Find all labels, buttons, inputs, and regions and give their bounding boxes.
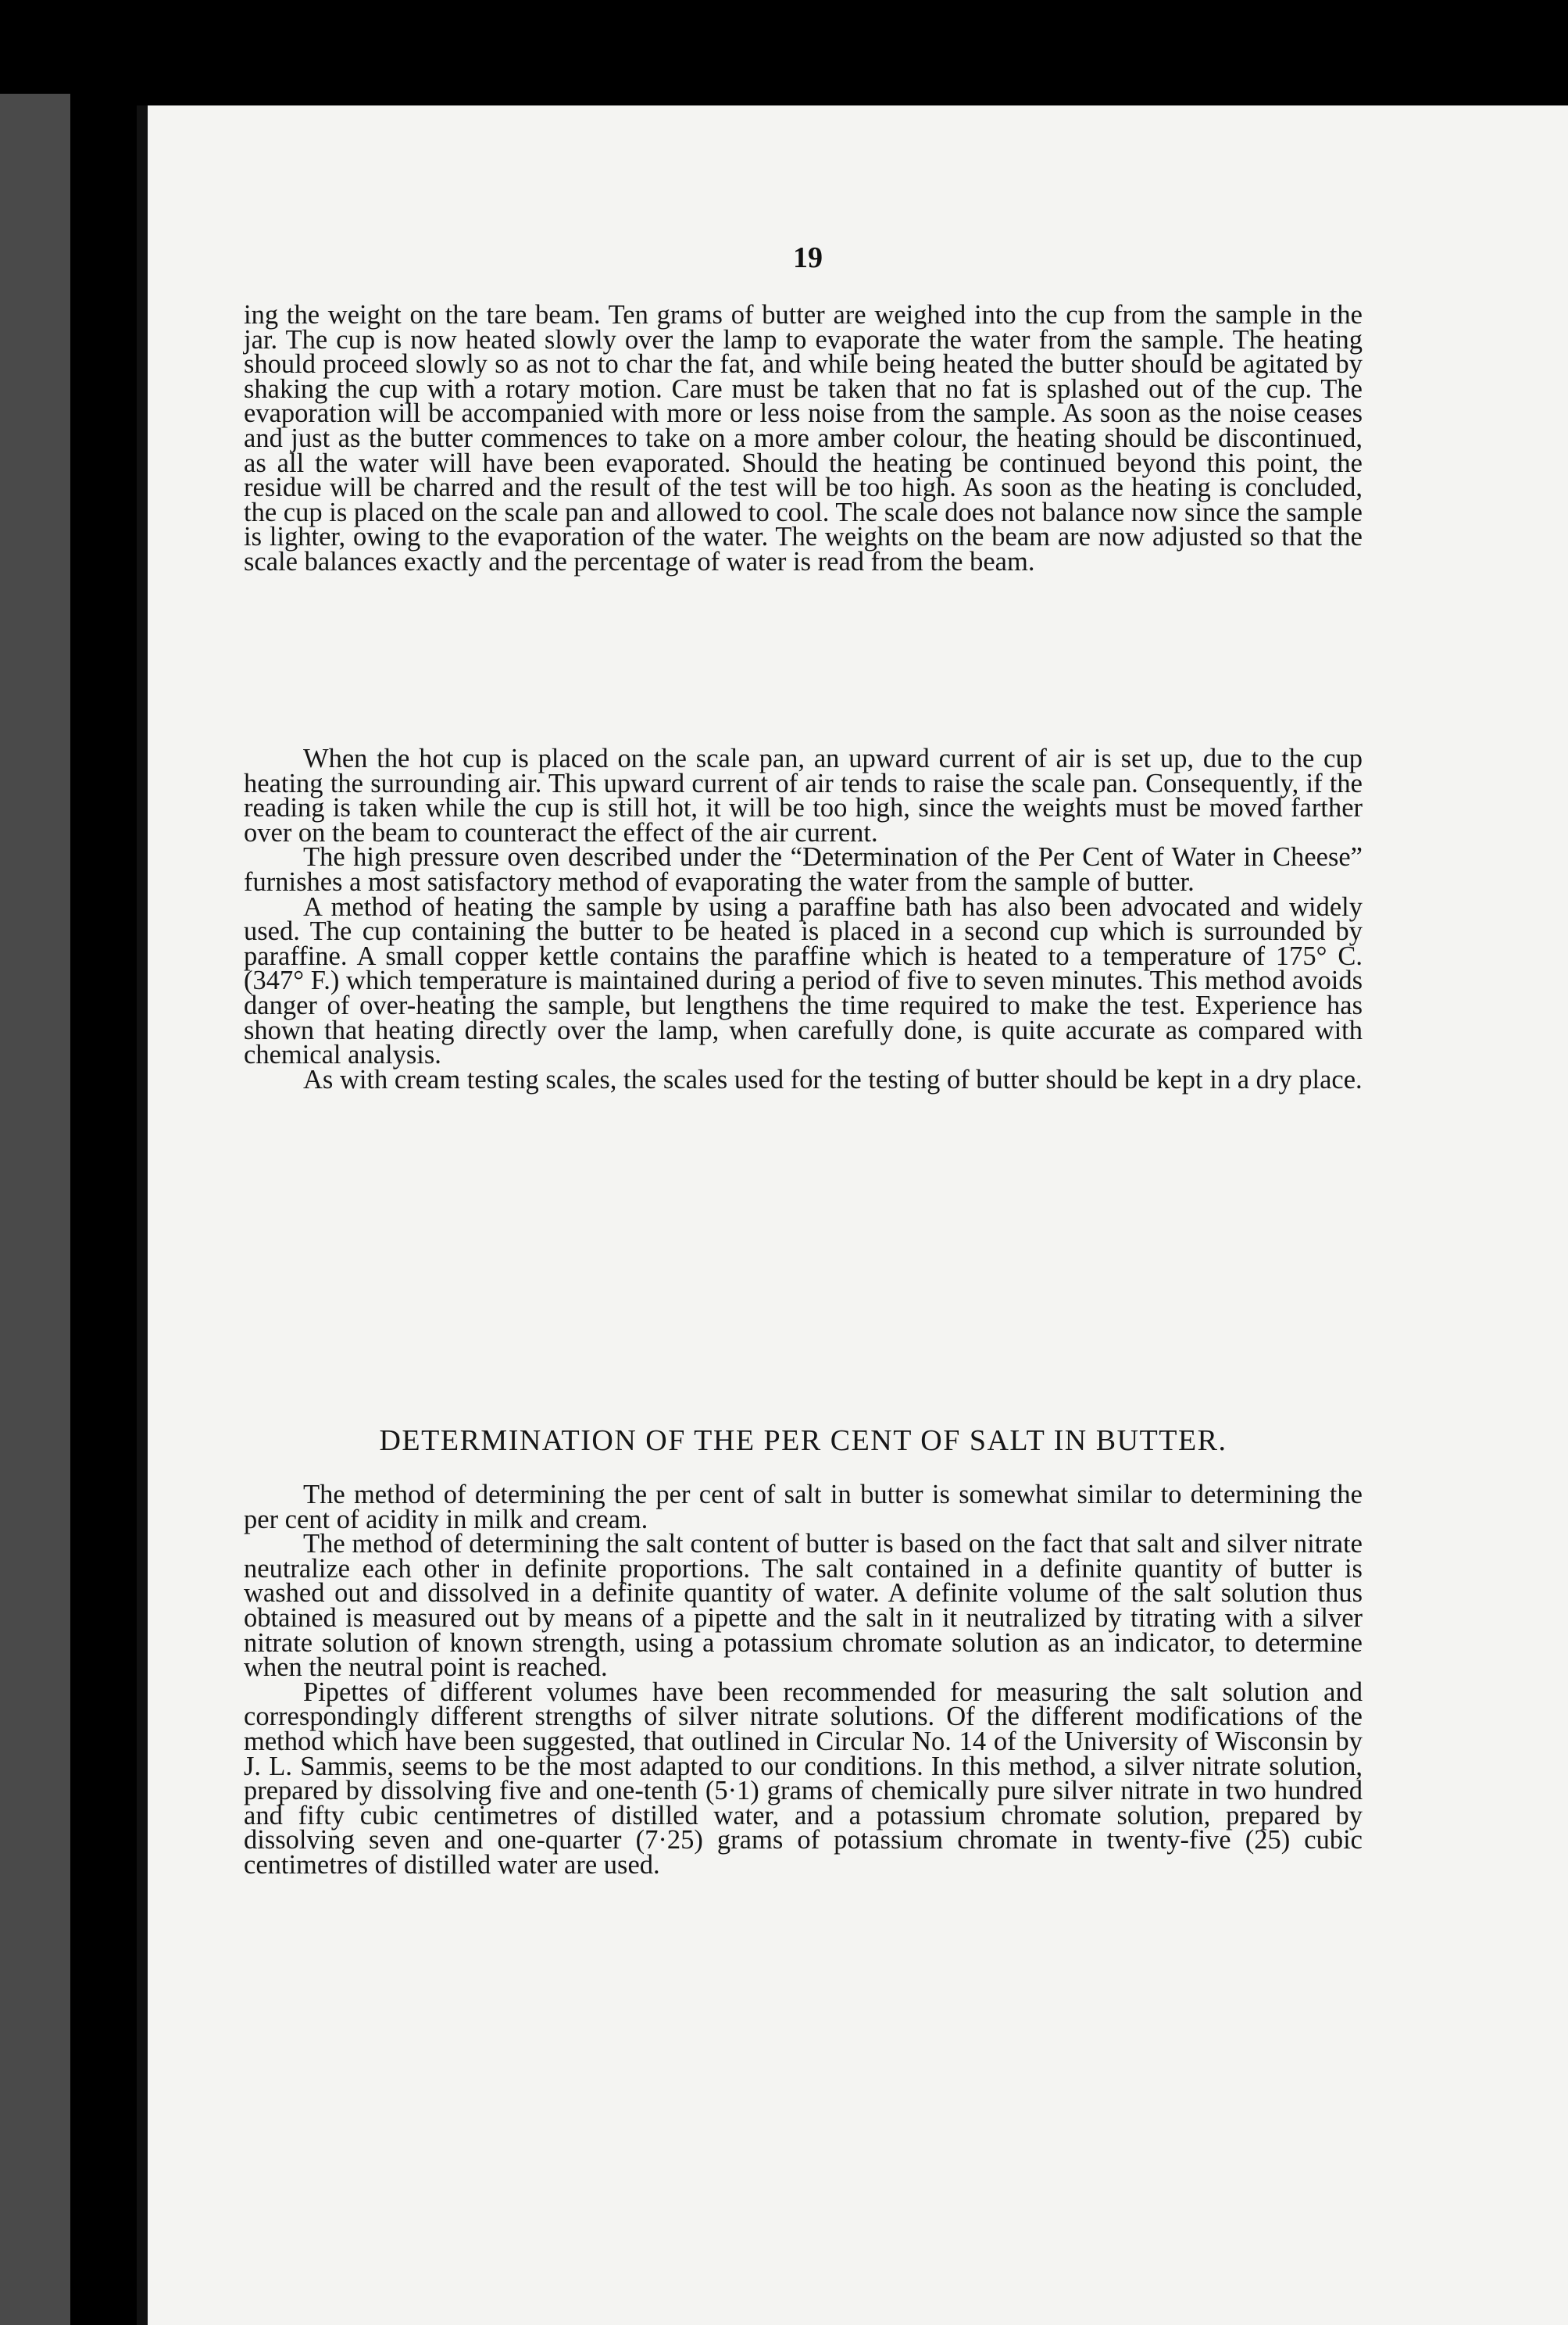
scan-left-margin: [0, 94, 70, 2325]
paragraph: As with cream testing scales, the scales used for the testing of butter should be kept in a dry place.: [303, 1064, 1363, 1095]
page-number: 19: [793, 241, 823, 274]
text-block-salt-test: [244, 1480, 1363, 1880]
section-heading: DETERMINATION OF THE PER CENT OF SALT IN BUTTER.: [379, 1424, 1227, 1457]
paragraph: A method of heating the sample by using a paraffine bath has also been advocated and widely used. The cup containing the butter to be heated is placed in a second cup which is surrounded by paraffine. A small copper kettle contains the paraffine which is heated to a temperature of 175° C. (347° F.) which temperature is maintained during a period of five to seven minutes. This method avoids danger of over-heating the sample, but lengthens the time required to make the test. Experience has shown that heating directly over the lamp, when carefully done, is quite accurate as compared with chemical analysis.: [244, 891, 1363, 1070]
paragraph: The high pressure oven described under the “Determination of the Per Cent of Water in Cheese” furnishes a most satisfactory method of evaporating the water from the sample of butter.: [244, 842, 1363, 897]
text-block-water-test: [244, 744, 1363, 1095]
paragraph: The method of determining the per cent of salt in butter is somewhat similar to determining the per cent of acidity in milk and cream.: [244, 1480, 1363, 1534]
paragraph: ing the weight on the tare beam. Ten grams of butter are weighed into the cup from the sample in the jar. The cup is now heated slowly over the lamp to evaporate the water from the sample. The heating should proceed slowly so as not to char the fat, and while being heated the butter should be agitated by shaking the cup with a rotary motion. Care must be taken that no fat is splashed out of the cup. The evaporation will be accompanied with more or less noise from the sample. As soon as the noise ceases and just as the butter commences to take on a more amber colour, the heating should be discontinued, as all the water will have been evaporated. Should the heating be continued beyond this point, the residue will be charred and the result of the test will be too high. As soon as the heating is concluded, the cup is placed on the scale pan and allowed to cool. The scale does not balance now since the sample is lighter, owing to the evaporation of the water. The weights on the beam are now adjusted so that the scale balances exactly and the percentage of water is read from the beam.: [244, 300, 1363, 577]
paragraph: Pipettes of different volumes have been recommended for measuring the salt solution and correspondingly different strengths of silver nitrate solutions. Of the different modifications of the method which have been suggested, that outlined in Circular No. 14 of the University of Wisconsin by J. L. Sammis, seems to be the most adapted to our conditions. In this method, a silver nitrate solution, prepared by dissolving five and one-tenth (5·1) grams of chemically pure silver nitrate in two hundred and fifty cubic centimetres of distilled water, and a potassium chromate solution, prepared by dissolving seven and one-quarter (7·25) grams of potassium chromate in twenty-five (25) cubic centimetres of distilled water are used.: [244, 1677, 1363, 1880]
text-block-continued: [244, 300, 1363, 577]
paragraph: The method of determining the salt content of butter is based on the fact that salt and silver nitrate neutralize each other in definite proportions. The salt contained in a definite quantity of butter is washed out and dissolved in a definite quantity of water. A definite volume of the salt solution thus obtained is measured out by means of a pipette and the salt in it neutralized by titrating with a silver nitrate solution of known strength, using a potassium chromate solution as an indicator, to determine when the neutral point is reached.: [244, 1529, 1363, 1683]
paragraph: When the hot cup is placed on the scale pan, an upward current of air is set up, due to the cup heating the surrounding air. This upward current of air tends to raise the scale pan. Consequently, if the reading is taken while the cup is still hot, it will be too high, since the weights must be moved farther over on the beam to counteract the effect of the air current.: [244, 744, 1363, 848]
